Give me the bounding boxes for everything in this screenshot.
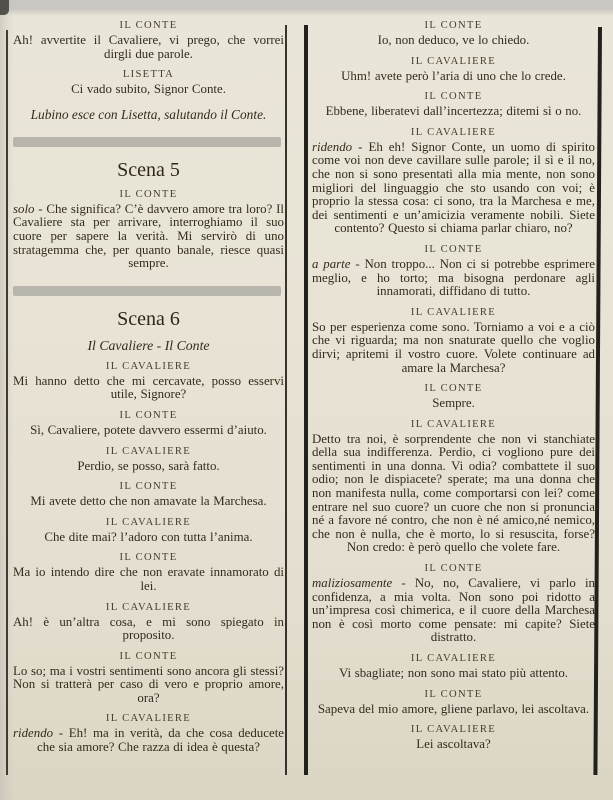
inline-stage-direction: solo (13, 201, 35, 216)
dialogue-paragraph: Ah! avvertite il Cavaliere, vi prego, che vorrei dirgli due parole. (13, 33, 284, 61)
dialogue-text: Non troppo... Non ci si potrebbe esprimere meglio, e ho torto; ma bisogna perdonare agli innamorati, diffidano di tutto. (312, 256, 596, 299)
page-edge-line-left (6, 30, 8, 775)
dialogue-paragraph: Che dite mai? l’adoro con tutta l’anima. (44, 529, 253, 544)
dialogue-paragraph: Ah! è un’altra cosa, e mi sono spiegato in proposito. (13, 614, 284, 643)
inline-stage-direction: maliziosamente (312, 576, 393, 591)
dialogue-paragraph: Sì, Cavaliere, potete davvero essermi d’aiuto. (30, 422, 267, 437)
dialogue-paragraph: Detto tra noi, è sorprendente che non vi stanchiate della sua indifferenza. Perdio, ci vogliono pure dei sentimenti in una donna. Vi odia? combattete il suo odio; non le dispiacete? sperate; ma una donna che non manifesta nulla, come comportarsi con lei? come entrare nel suo cuore? un cuore che non si pronuncia né a favore né contro, che non è né amico,né nemico, che non è nulla, che è morto, lo si resuscita, forse? Non credo: è però quello che volete fare. (312, 431, 595, 555)
dialogue-text: Eh! ma in verità, da che cosa deducete che sia amore? Che razza di idea è questa? (37, 726, 285, 755)
speaker-heading: IL CAVALIERE (105, 445, 192, 457)
dialogue-paragraph: Sempre. (432, 396, 475, 411)
dialogue-paragraph: Io, non deduco, ve lo chiedo. (377, 33, 530, 47)
speaker-heading: IL CAVALIERE (105, 360, 192, 372)
dialogue-paragraph: Mi avete detto che non amavate la Marchesa. (30, 494, 267, 509)
dialogue-paragraph: ridendo - Eh! ma in verità, da che cosa deducete che sia amore? Che razza di idea è questa? (13, 726, 285, 755)
speaker-heading: IL CONTE (119, 188, 178, 200)
inline-stage-direction: ridendo (312, 139, 353, 154)
text-column-right (312, 12, 595, 754)
dialogue-paragraph: ridendo - Eh eh! Signor Conte, un uomo di spirito come voi non deve cavillare sulle parole; il sì e il no, che non si sono presentati alla mia mente, non sono migliori del linguaggio che sto usando con voi; è proprio la stessa cosa: ci sono, tra la Marchesa e me, dei sentimenti e un’amicizia veramente nobili. Siete contento? Questo si chiama parlar chiaro, no? (312, 139, 595, 236)
scan-artifact-bar (13, 137, 281, 147)
scene-heading: Scena 5 (117, 158, 180, 181)
speaker-heading: IL CONTE (119, 409, 178, 421)
dialogue-paragraph: So per esperienza come sono. Torniamo a voi e a ciò che vi riguarda; ma non snaturate quello che voglio dirvi; apritemi il vostro cuore. Volete continuare ad amare la Marchesa? (312, 319, 595, 375)
dialogue-text: No, no, Cavaliere, vi parlo in confidenza, a mia volta. Non sono poi ridotto a un’impresa così chimerica, e il cuore della Marchesa non è così morto come pensate: mi capite? Siete distratto. (312, 576, 595, 645)
dialogue-paragraph: Mi hanno detto che mi cercavate, posso esservi utile, Signore? (13, 373, 284, 402)
dialogue-paragraph: Ci vado subito, Signor Conte. (71, 82, 226, 97)
speaker-heading: IL CAVALIERE (105, 516, 192, 528)
speaker-heading: IL CAVALIERE (410, 126, 497, 138)
scene-heading: Scena 6 (117, 307, 180, 330)
scan-artifact-bar (13, 286, 281, 296)
speaker-heading: IL CONTE (424, 688, 483, 700)
speaker-heading: IL CONTE (119, 650, 178, 662)
stage-direction: Lubino esce con Lisetta, salutando il Conte. (30, 106, 267, 122)
speaker-heading: IL CAVALIERE (410, 418, 497, 430)
scene-cast-line: Il Cavaliere - Il Conte (87, 337, 210, 353)
dialogue-paragraph: Ma io intendo dire che non eravate innamorato di lei. (13, 565, 284, 593)
speaker-heading: IL CONTE (119, 481, 178, 493)
inline-stage-direction: a parte (312, 256, 351, 271)
speaker-heading: IL CAVALIERE (410, 653, 497, 664)
speaker-heading: IL CONTE (424, 243, 483, 255)
speaker-heading: IL CAVALIERE (105, 601, 192, 613)
speaker-heading: IL CONTE (119, 20, 178, 31)
speaker-heading: LISETTA (122, 69, 175, 81)
speaker-heading: IL CAVALIERE (410, 306, 497, 318)
speaker-heading: IL CONTE (424, 91, 483, 103)
text-column-left (13, 12, 284, 757)
scan-corner-smudge (0, 0, 9, 15)
dialogue-paragraph: Uhm! avete però l’aria di uno che lo crede. (341, 68, 566, 83)
dialogue-paragraph: Vi sbagliate; non sono mai stato più attento. (338, 666, 568, 680)
dialogue-paragraph: Lo so; ma i vostri sentimenti sono ancora gli stessi? Non si tratterà per caso di vero e proprio amore, ora? (13, 663, 284, 705)
speaker-heading: IL CAVALIERE (410, 55, 497, 67)
dialogue-paragraph: solo - Che significa? C’è davvero amore tra loro? Il Cavaliere sta per arrivare, interroghiamo il suo cuore per sapere la verità. Mi servirò di uno stratagemma che, per quanto banale, riesce quasi sempre. (13, 201, 284, 271)
speaker-heading: IL CAVALIERE (105, 713, 192, 725)
column-divider-left-line (285, 25, 287, 775)
speaker-heading: IL CONTE (119, 552, 178, 564)
speaker-heading: IL CAVALIERE (410, 724, 497, 736)
speaker-heading: IL CONTE (424, 563, 483, 575)
dialogue-text: Eh eh! Signor Conte, un uomo di spirito come voi non deve cavillare sulle parole; il sì e il no, che non si sono presentati alla mia mente, non sono migliori del linguaggio che sto usando con voi; è proprio la stessa cosa: ci sono, tra la Marchesa e me, dei sentimenti e un’amicizia veramente nobili. Siete contento? Questo si chiama parlar chiaro, no? (312, 139, 595, 236)
inline-stage-direction: ridendo (13, 726, 54, 741)
dialogue-paragraph: maliziosamente - No, no, Cavaliere, vi parlo in confidenza, a mia volta. Non sono poi ridotto a un’impresa così chimerica, e il cuore della Marchesa non è così morto come pensate: mi capite? Siete distratto. (312, 576, 595, 645)
dialogue-paragraph: a parte - Non troppo... Non ci si potrebbe esprimere meglio, e ho torto; ma bisogna perdonare agli innamorati, diffidano di tutto. (312, 256, 596, 299)
speaker-heading: IL CONTE (424, 383, 483, 395)
dialogue-paragraph: Lei ascoltava? (416, 737, 491, 752)
column-divider-right-line (304, 25, 308, 775)
speaker-heading: IL CONTE (424, 20, 483, 31)
dialogue-paragraph: Ebbene, liberatevi dall’incertezza; ditemi sì o no. (325, 104, 582, 119)
dialogue-paragraph: Perdio, se posso, sarà fatto. (77, 458, 220, 473)
dialogue-text: Che significa? C’è davvero amore tra loro? Il Cavaliere sta per arrivare, interroghiamo il suo cuore per sapere la verità. Mi servirò di uno stratagemma che, per quanto banale, riesce quasi sempre. (13, 201, 284, 271)
dialogue-paragraph: Sapeva del mio amore, gliene parlavo, lei ascoltava. (317, 701, 590, 716)
